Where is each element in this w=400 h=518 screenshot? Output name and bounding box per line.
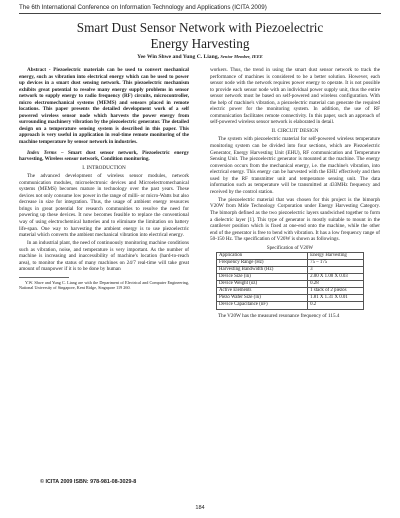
index-terms — [19, 150, 189, 163]
table-cell-key: Active Elements — [217, 288, 308, 295]
specification-table — [216, 246, 364, 310]
right-paragraph-2: The system with piezoelectric material for self-powered wireless temperature monitoring system can be divided into four sections, which are Piezoelectric Generator, Energy Harvesting Unit (EHU), RF communication and Temperature Sensing Unit. The piezoelectric generator is mounted at the machine. The energy conversion occurs from the mechanical energy, i.e. the machine's vibration, into electrical energy. This energy can be harvested with the EHU effectively and then used by the RF transmitter unit and temperature sensing unit. The data information such as temperature will be transmitted at 433MHz frequency and received by the control station. — [210, 136, 380, 195]
section-heading-introduction: I. INTRODUCTION — [82, 164, 126, 171]
table-cell-key: Application — [217, 252, 308, 259]
author-membership: Senior Member, IEEE — [220, 54, 263, 59]
right-column — [210, 67, 380, 321]
conference-header: The 6th International Conference on Information Technology and Applications (ICITA 2009) — [19, 4, 267, 11]
table-cell-key: Frequency Range (Hz) — [217, 259, 308, 266]
table-row — [217, 281, 364, 288]
table-cell-key: Device Weight (oz) — [217, 281, 308, 288]
table-cell-value: 3 — [308, 267, 364, 274]
author-line — [19, 53, 381, 61]
index-terms-label: Index Terms — [27, 149, 57, 156]
table-row — [217, 288, 364, 295]
table-row — [217, 252, 364, 259]
intro-paragraph-1: The advanced development of wireless sensor modules, network communication modules, microelectronic devices and Microelectromechanical systems (MEMS) becomes mature in technology over the past years. These devices not only consume low power in the range of milli- or micro-Watts but also decrease in size for integration. Thus, the usage of ambient energy resources brings in great potential for research communities to resolve the need for powering up these devices. It now becomes feasible to replace the conventional way of using electrochemical batteries and to eliminate the limitation on battery life-span. One way to harvesting the ambient energy is to use piezoelectric material which converts the ambient mechanical vibration into electrical energy. — [19, 173, 189, 239]
table-cell-key: Device Size (in) — [217, 274, 308, 281]
left-column — [19, 67, 189, 292]
table-cell-key: Harvesting Bandwidth (Hz) — [217, 267, 308, 274]
specification-table-caption: Specification of V20W — [266, 245, 314, 251]
page-number: 184 — [195, 505, 205, 511]
table-cell-value: 1.81 X 1.31 X 0.01 — [308, 295, 364, 302]
table-cell-key: Device Capacitance (nF) — [217, 302, 308, 309]
header-rule — [19, 13, 381, 14]
table-row — [217, 259, 364, 266]
section-heading-circuit-design: II. CIRCUIT DESIGN — [271, 127, 319, 134]
title-line-1: Smart Dust Sensor Network with Piezoelectric — [76, 20, 324, 35]
isbn-footer: © ICITA 2009 ISBN: 978-981-08-3029-8 — [40, 479, 137, 485]
table-row — [217, 302, 364, 309]
table-cell-value: 0.28 — [308, 281, 364, 288]
right-paragraph-3: The piezoelectric material that was chosen for this project is the bimorph V20W from Mide Technology Corporation under Energy Harvesting Category. The bimorph defined as the two piezoelectric layers sandwiched together to form a dielectric layer [1]. This type of generator is mostly suitable to mount in the cantilever position which is fixed at one-end onto the machine, while the other end of the generator is free to bend with vibration. It has a low frequency range of 50-150 Hz. The specification of V20W is shown as followings. — [210, 196, 380, 243]
author-names: Yee Win Shwe and Yung C. Liang, — [137, 54, 219, 60]
intro-paragraph-2: In an industrial plant, the need of continuously monitoring machine conditions such as vibration, noise, and temperature is very important. As the number of machine is increasing and inaccessibility of machine's location (hard-to-reach area), to monitor the status of many machines on 24/7 real-time will take great amount of manpower if it is to be done by human — [19, 240, 189, 273]
title-line-2: Energy Harvesting — [150, 35, 250, 51]
table-cell-value: 1 stack of 2 piezos — [308, 288, 364, 295]
table-row — [217, 267, 364, 274]
right-paragraph-4: The V20W has the measured resonance frequency of 115.4 — [218, 312, 340, 319]
table-row — [217, 295, 364, 302]
index-terms-text: – Smart dust sensor network, Piezoelectric energy harvesting, Wireless sensor network, Condition monitoring. — [19, 149, 190, 163]
table-cell-value: Energy Harvesting — [308, 252, 364, 259]
table-cell-value: 75 – 175 — [308, 259, 364, 266]
abstract: Abstract - Piezoelectric materials can be used to convert mechanical energy, such as vibration into electrical energy which can be used to power up devices in a smart dust sensing network. This piezoelectric mechanism exhibits great potential to resolve many energy supply problems in sensor network to supply energy to radio frequency (RF) circuits, microcontroller, micro electromechanical systems (MEMS) and sensors placed in remote locations. This paper presents the detailed development work of a self powered wireless sensor node which harvests the power energy from surrounding machinery vibration by the piezoelectric generator. The detailed design on a temperature sensing system is described in this paper. This approach is very useful in application in real-time remote monitoring of the machine temperature by sensor network in industries. — [19, 67, 189, 146]
author-footnote: Y.W. Shwe and Yung C. Liang are with the Department of Electrical and Computer Engineering, National University of Singapore, Kent Ridge, Singapore 119 260. — [19, 279, 189, 291]
paper-title — [19, 20, 381, 51]
table-cell-value: 0.2 — [308, 302, 364, 309]
right-paragraph-1: workers. Thus, the trend in using the smart dust sensor network to track the performance of machines is considered to be a better solution. However, each sensor node with the network requires power energy to operate. It is not possible to provide each sensor node with an individual power supply unit, thus the entire sensor network must be based on self-powered and wireless configuration. With the help of machine's vibration, a piezoelectric material can generate the required electric power for the monitoring system. In addition, the use of RF communication facilitates remote connectivity. In this paper, such an approach of self-powered wireless sensor network is elaborated in detail. — [210, 67, 380, 126]
footnote-rule — [19, 277, 69, 278]
table-row — [217, 274, 364, 281]
table-cell-key: Piezo Wafer Size (in) — [217, 295, 308, 302]
table-cell-value: 2.00 X 1.00 X 0.03 — [308, 274, 364, 281]
